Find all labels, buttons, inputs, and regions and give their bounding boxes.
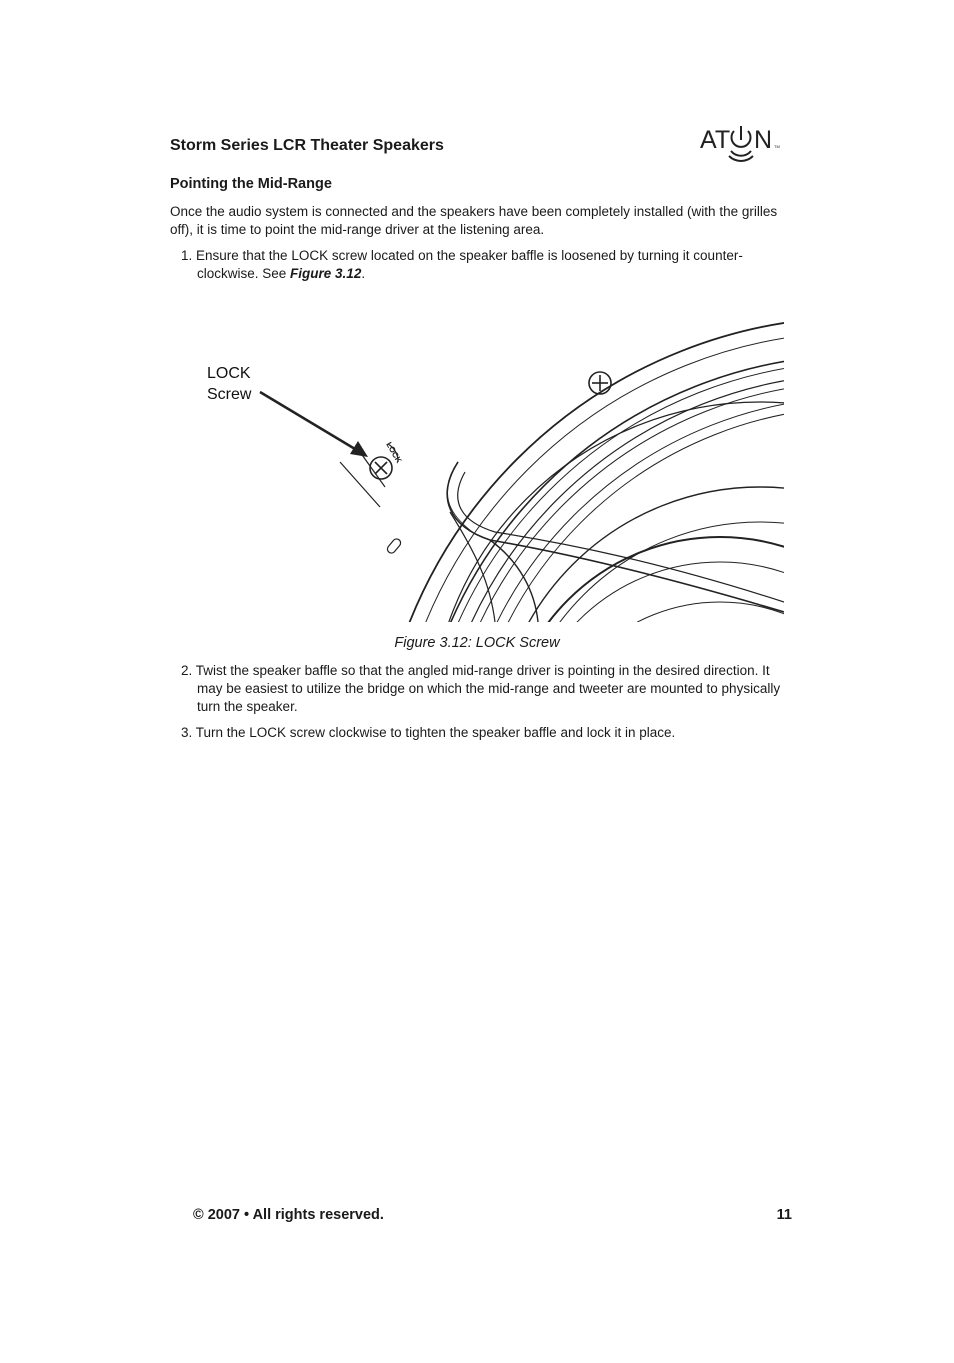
lock-screw-icon: [370, 457, 392, 479]
power-icon: [729, 126, 753, 161]
page-number: 11: [776, 1207, 792, 1223]
woofer-ring-1: [430, 402, 784, 622]
lock-label-line-2: Screw: [207, 386, 252, 403]
outer-rim: [375, 317, 784, 622]
step-2: 2. Twist the speaker baffle so that the angled mid-range driver is pointing in the desired direction. It may be easiest to utilize the bridge on which the mid-range and tweeter are mounted to physically turn the speaker.: [181, 663, 781, 714]
woofer-ring-3: [510, 522, 784, 622]
document-title: Storm Series LCR Theater Speakers: [170, 137, 444, 154]
woofer-cone-2: [520, 562, 784, 622]
woofer-ring-2: [495, 487, 784, 622]
figure-caption: Figure 3.12: LOCK Screw: [394, 635, 560, 651]
step-1: [181, 247, 797, 283]
lock-screw-figure: [200, 312, 784, 622]
step-1-text: 1. Ensure that the LOCK screw located on the speaker baffle is loosened by turning it counter-clockwise. See: [181, 248, 743, 281]
baffle-ring-3: [455, 397, 784, 622]
figure-reference: Figure 3.12: [290, 266, 362, 281]
slot-pin: [386, 537, 402, 554]
woofer-cone-3: [540, 602, 784, 622]
lock-label-line-1: LOCK: [207, 365, 251, 382]
slot-line-1: [340, 462, 380, 507]
logo-text-left: AT: [700, 126, 731, 154]
trademark-symbol: TM: [774, 144, 780, 149]
rim-edge-3: [420, 362, 784, 622]
intro-paragraph: Once the audio system is connected and the speakers have been completely installed (with the grilles off), it is time to point the mid-range driver at the listening area.: [170, 204, 778, 237]
footer-copyright: © 2007 • All rights reserved.: [193, 1207, 384, 1223]
baffle-ring-4: [465, 407, 784, 622]
aton-logo: [700, 118, 784, 162]
lock-engraving: LOCK: [384, 440, 404, 465]
section-heading: Pointing the Mid-Range: [170, 176, 332, 192]
pointer-arrow-line: [260, 392, 360, 452]
step-1-end: .: [361, 266, 366, 281]
step-3: 3. Turn the LOCK screw clockwise to tighten the speaker baffle and lock it in place.: [181, 725, 676, 740]
woofer-cone-1: [505, 537, 784, 622]
logo-text-right: N: [754, 126, 773, 154]
baffle-screw-icon: [589, 372, 611, 394]
